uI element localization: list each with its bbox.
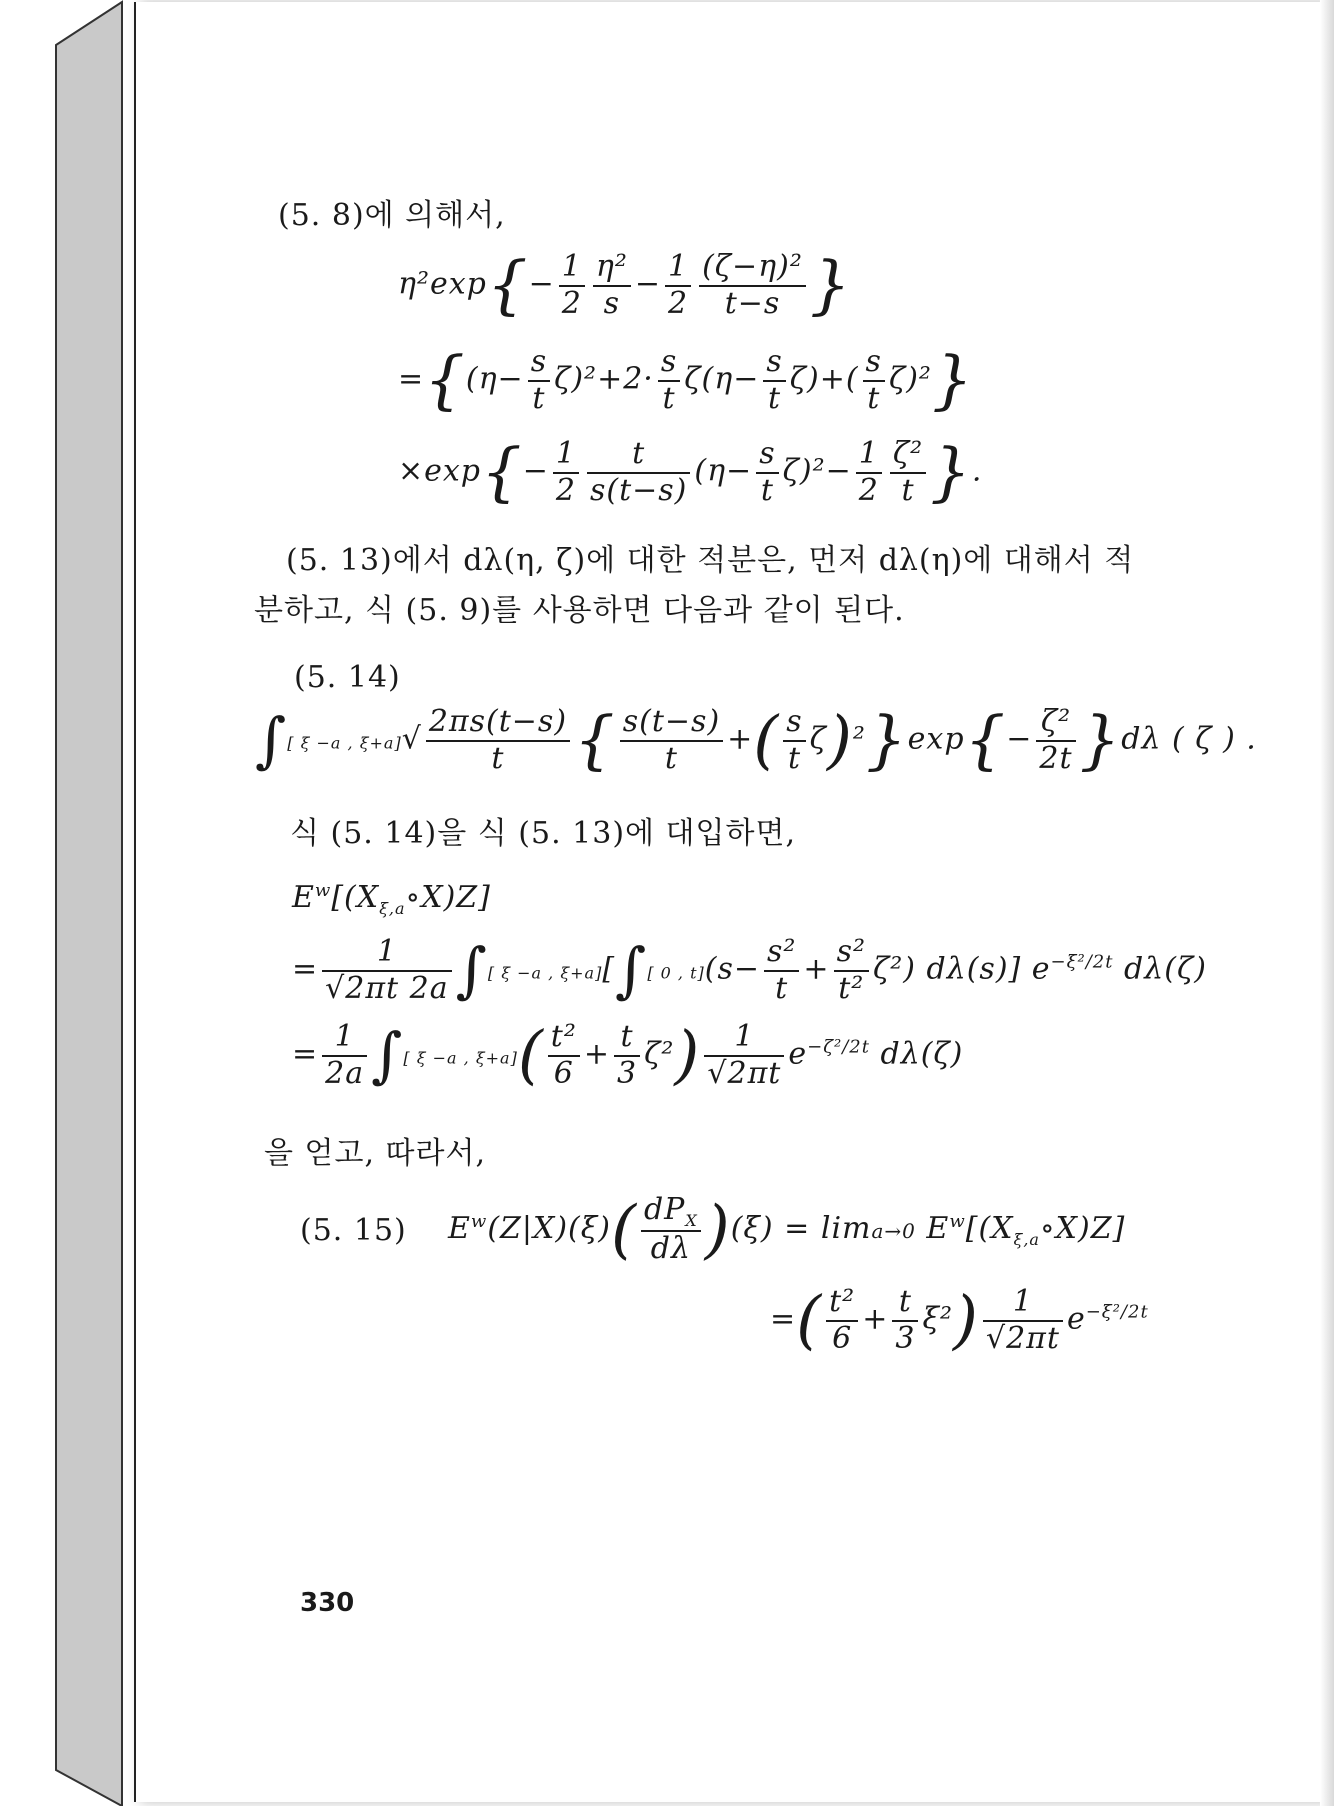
paragraph-4: 을 얻고, 따라서, [264,1136,487,1171]
page-edge [1320,0,1334,1806]
equation-label-5-15: (5. 15) [300,1213,407,1248]
E-symbol: E [292,880,315,915]
paragraph-2a: (5. 13)에서 dλ(η, ζ)에 대한 적분은, 먼저 dλ(η)에 대해서 적 [286,543,1135,578]
paragraph-2b: 분하고, 식 (5. 9)를 사용하면 다음과 같이 된다. [254,593,905,628]
equation-label-5-14: (5. 14) [294,660,401,695]
paragraph-intro: (5. 8)에 의해서, [278,198,506,233]
equation-E-head: $E^w[(X_{\xi,a}\circ X)Z]$ [292,880,491,918]
equation-5-15-line-1: $E^w(Z|X)(\xi)$( $\frac{dP_X}{d\lambda}$ )(ξ) = lima→0 $E^w[(X_{\xi,a}\circ X)Z]$ [448,1192,1126,1267]
equation-line-1: η²exp{− $\frac{1}{2}$ $\frac{\text{η²}}{s}$ − $\frac{1}{2}$ $\frac{\text{(ζ−η)²}}{t-s}$ } [398,248,852,323]
equation-line-3: ×exp{− $\frac{1}{2}$ $\frac{t}{s(t-s)}$ (η− $\frac{s}{t}$ ζ)²− $\frac{1}{2}$ $\frac{\text{ζ²}}{t}$ }. [398,435,983,510]
book-spine [0,0,140,1806]
eq1-lead: η²exp [398,266,487,302]
paragraph-3: 식 (5. 14)을 식 (5. 13)에 대입하면, [290,816,797,851]
equation-E-line-3: = $\frac{1}{2a}$ ∫[ ξ −a , ξ+a]( $\frac{\text{t²}}{6}$ + $\frac{t}{3}$ ζ²) $\frac{1}{√2\pi t}$ $e^{-\zeta^2/2t}$ dλ(ζ) [292,1018,964,1093]
eq3-lead: ×exp [398,453,482,489]
equation-5-14: ∫[ ξ −a , ξ+a]√ $\frac{2\pi s(t-s)}{t}$ { $\frac{s(t-s)}{t}$ +( $\frac{s}{t}$ ζ)²}exp{− $\frac{\text{ζ²}}{2t}$ }dλ ( ζ ) . [255,703,1257,778]
eq2-lead: = [398,361,425,397]
equation-E-line-2: = $\frac{1}{√2\pi t 2a}$ ∫[ ξ −a , ξ+a][∫[ 0 , t](s− $\frac{\text{s²}}{t}$ + $\frac{\text{s²}}{\text{t²}}$ ζ²) dλ(s)] $e^{-\xi^2/2t}$ dλ(ζ) [292,934,1207,1006]
equation-line-2: ={(η− $\frac{s}{t}$ ζ)²+2· $\frac{s}{t}$ ζ(η− $\frac{s}{t}$ ζ)+( $\frac{s}{t}$ ζ)²} [398,343,974,418]
equation-5-15-line-2: =( $\frac{\text{t²}}{6}$ + $\frac{t}{3}$ ξ²) $\frac{1}{√2\pi t}$ $e^{-\xi^2/2t}$ [770,1283,1149,1358]
page-number: 330 [300,1588,355,1618]
